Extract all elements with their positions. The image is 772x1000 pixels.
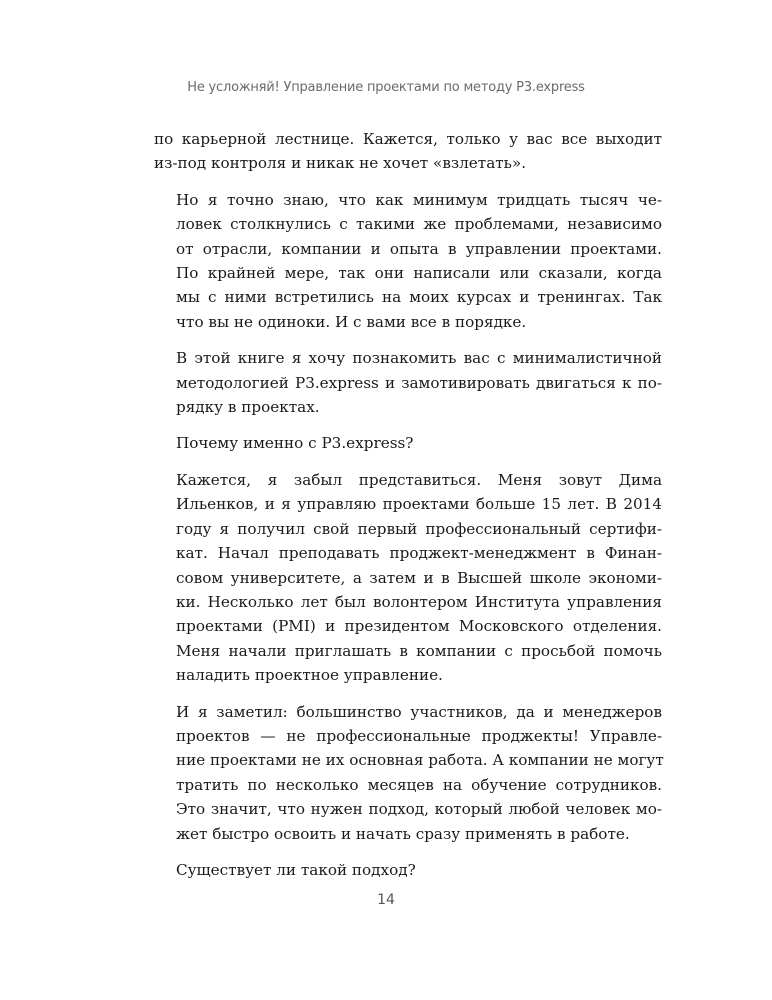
- paragraph: [154, 188, 662, 334]
- text-line: Кажется, я забыл представиться. Меня зовут Дима: [176, 470, 662, 489]
- text-line: Почему именно с P3.express?: [176, 434, 414, 453]
- body-text: [154, 127, 662, 894]
- text-line: проектов — не профессиональные проджекты! Управле-: [176, 726, 662, 745]
- paragraph: [154, 468, 662, 688]
- text-line: Это значит, что нужен подход, который любой человек мо-: [176, 800, 662, 819]
- text-line: ки. Несколько лет был волонтером Института управления: [176, 592, 662, 611]
- text-line: кат. Начал преподавать проджект-менеджмент в Финан-: [176, 544, 662, 563]
- text-line: Меня начали приглашать в компании с просьбой помочь: [176, 641, 662, 660]
- text-line: что вы не одиноки. И с вами все в порядке.: [176, 312, 527, 331]
- text-line: наладить проектное управление.: [176, 666, 443, 685]
- text-line: тратить по несколько месяцев на обучение сотрудников.: [176, 775, 662, 794]
- paragraph: [154, 346, 662, 419]
- text-line: методологией P3.express и замотивировать двигаться к по-: [176, 373, 662, 392]
- paragraph: [154, 431, 662, 455]
- text-line: от отрасли, компании и опыта в управлении проектами.: [176, 239, 662, 258]
- text-line: из-под контроля и никак не хочет «взлетать».: [154, 154, 527, 173]
- running-header: Не усложняй! Управление проектами по методу P3.express: [187, 80, 585, 95]
- paragraph: [154, 700, 662, 846]
- text-line: Существует ли такой подход?: [176, 860, 416, 879]
- text-line: Ильенков, и я управляю проектами больше 15 лет. В 2014: [176, 495, 662, 514]
- text-line: Но я точно знаю, что как минимум тридцать тысяч че-: [176, 190, 662, 209]
- text-line: По крайней мере, так они написали или сказали, когда: [176, 264, 662, 283]
- text-line: ние проектами не их основная работа. А компании не могут: [176, 751, 664, 770]
- text-line: мы с ними встретились на моих курсах и тренингах. Так: [176, 288, 662, 307]
- text-line: совом университете, а затем и в Высшей школе экономи-: [176, 568, 662, 587]
- text-line: проектами (PMI) и президентом Московского отделения.: [176, 617, 662, 636]
- paragraph: [154, 858, 662, 882]
- text-line: жет быстро освоить и начать сразу применять в работе.: [176, 824, 630, 843]
- paragraph: [154, 127, 662, 176]
- text-line: рядку в проектах.: [176, 398, 320, 417]
- text-line: по карьерной лестнице. Кажется, только у вас все выходит: [154, 130, 662, 148]
- page-number: 14: [377, 892, 395, 908]
- text-line: ловек столкнулись с такими же проблемами, независимо: [176, 215, 662, 234]
- text-line: И я заметил: большинство участников, да и менеджеров: [176, 702, 662, 721]
- text-line: В этой книге я хочу познакомить вас с минималистичной: [176, 349, 662, 368]
- text-line: году я получил свой первый профессиональный сертифи-: [176, 519, 662, 538]
